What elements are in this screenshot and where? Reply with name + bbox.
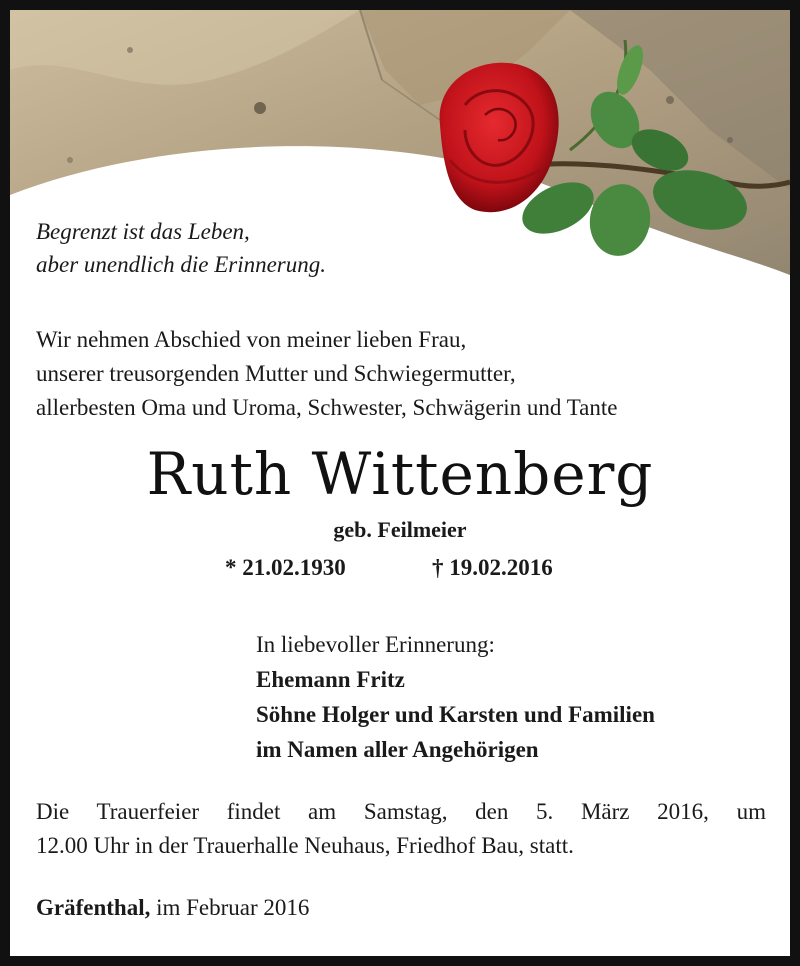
death-date: † 19.02.2016: [432, 555, 553, 580]
maiden-name: geb. Feilmeier: [333, 517, 467, 542]
mourner-line-2: Söhne Holger und Karsten und Familien: [256, 702, 655, 727]
quote: [36, 215, 326, 281]
intro-line-1: Wir nehmen Abschied von meiner lieben Frau,: [36, 327, 467, 352]
deceased-name: Ruth Wittenberg: [146, 440, 654, 508]
intro-line-2: unserer treusorgenden Mutter und Schwiegermutter,: [36, 361, 516, 386]
quote-line-2: aber unendlich die Erinnerung.: [36, 252, 327, 277]
place-and-date: [36, 895, 309, 921]
mourners-block: [256, 627, 655, 767]
intro-text: [36, 323, 617, 425]
place-date: im Februar 2016: [156, 895, 310, 920]
place-town: Gräfenthal,: [36, 895, 151, 920]
mourner-line-3: im Namen aller Angehörigen: [256, 737, 539, 762]
funeral-service-info: [36, 795, 766, 863]
quote-line-1: Begrenzt ist das Leben,: [36, 219, 250, 244]
mourner-line-1: Ehemann Fritz: [256, 667, 405, 692]
service-line-2: 12.00 Uhr in der Trauerhalle Neuhaus, Friedhof Bau, statt.: [36, 833, 574, 858]
service-line-1: Die Trauerfeier findet am Samstag, den 5. März 2016, um: [36, 799, 766, 824]
mourners-intro: In liebevoller Erinnerung:: [256, 632, 495, 657]
intro-line-3: allerbesten Oma und Uroma, Schwester, Schwägerin und Tante: [36, 395, 618, 420]
birth-date: * 21.02.1930: [225, 555, 346, 580]
